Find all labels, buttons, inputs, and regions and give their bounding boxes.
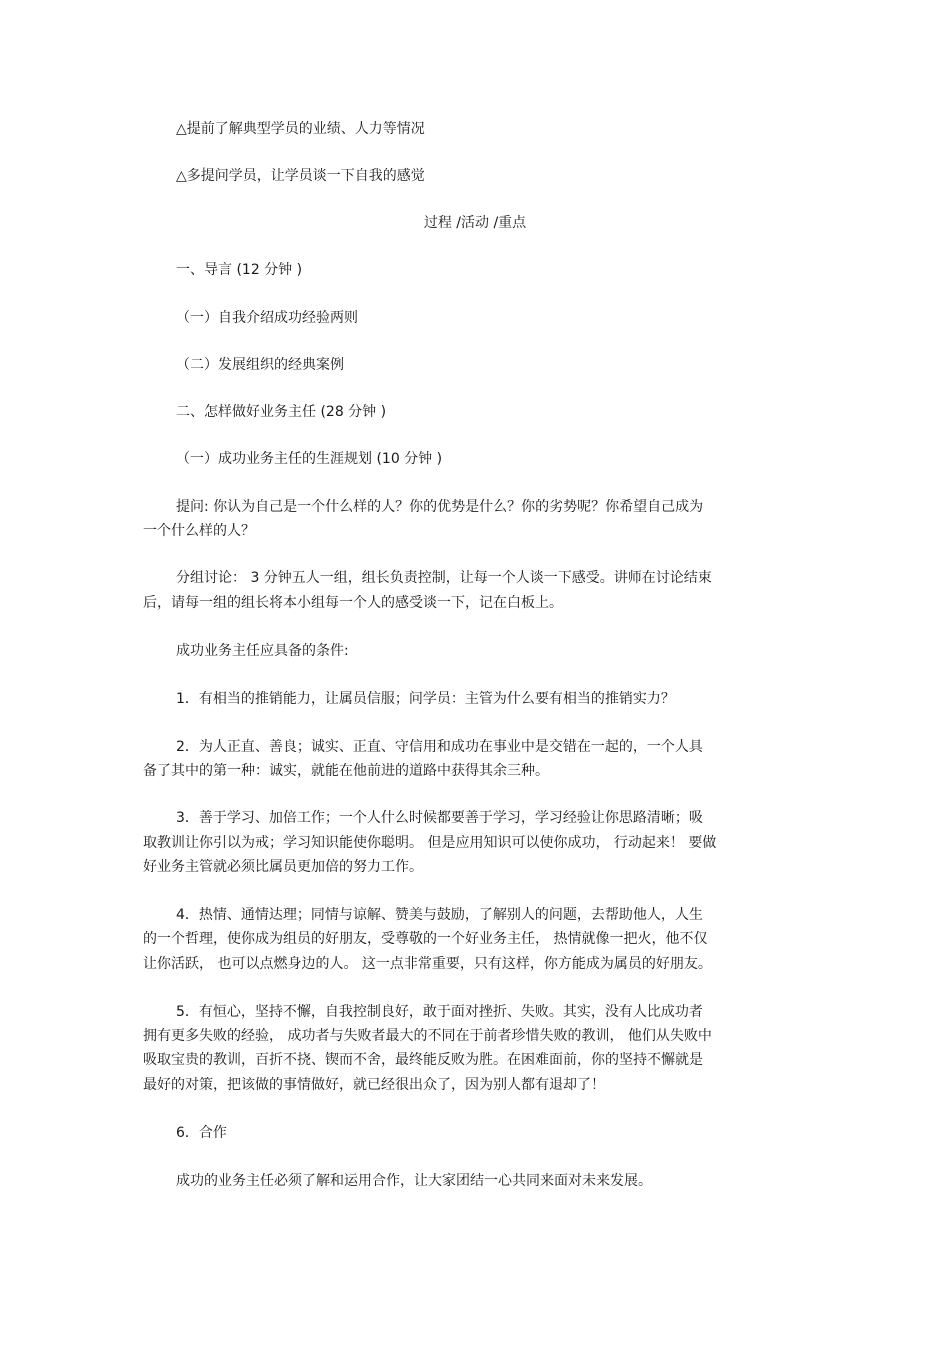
- subsection-item: （一）自我介绍成功经验两则: [176, 310, 358, 326]
- list-item: 6．合作: [176, 1125, 227, 1141]
- list-item-continuation: 吸取宝贵的教训，百折不挠、锲而不舍，最终能反败为胜。在困难面前，你的坚持不懈就是: [143, 1052, 703, 1068]
- note-line: △多提问学员，让学员谈一下自我的感觉: [176, 168, 425, 184]
- paragraph-line: 分组讨论： 3 分钟五人一组，组长负责控制，让每一个人谈一下感受。讲师在讨论结束: [176, 570, 712, 586]
- list-item-continuation: 好业务主管就必须比属员更加倍的努力工作。: [143, 859, 423, 875]
- paragraph-line: 后，请每一组的组长将本小组每一个人的感受谈一下，记在白板上。: [143, 595, 563, 611]
- list-item-continuation: 取教训让你引以为戒；学习知识能使你聪明。 但是应用知识可以使你成功， 行动起来！ 要做: [143, 835, 717, 851]
- subsection-item: （二）发展组织的经典案例: [176, 357, 344, 373]
- paragraph-line: 一个什么样的人？: [143, 523, 255, 539]
- paragraph-line: 提问: 你认为自己是一个什么样的人？你的优势是什么？你的劣势呢？你希望自己成为: [176, 499, 704, 515]
- list-item-continuation: 备了其中的第一种：诚实，就能在他前进的道路中获得其余三种。: [143, 763, 549, 779]
- closing-paragraph: 成功的业务主任必须了解和运用合作，让大家团结一心共同来面对未来发展。: [176, 1173, 652, 1189]
- list-item-continuation: 拥有更多失败的经验， 成功者与失败者最大的不同在于前者珍惜失败的教训， 他们从失败中: [143, 1028, 712, 1044]
- subsection-item: （一）成功业务主任的生涯规划 (10 分钟 ): [176, 451, 443, 467]
- list-item-continuation: 让你活跃， 也可以点燃身边的人。 这一点非常重要，只有这样，你方能成为属员的好朋友。: [143, 956, 712, 972]
- list-item-continuation: 最好的对策，把该做的事情做好，就已经很出众了，因为别人都有退却了！: [143, 1077, 605, 1093]
- list-item: 3．善于学习、加倍工作；一个人什么时候都要善于学习，学习经验让你思路清晰；吸: [176, 810, 703, 826]
- list-item: 2．为人正直、善良；诚实、正直、守信用和成功在事业中是交错在一起的，一个人具: [176, 739, 703, 755]
- list-item: 5．有恒心，坚持不懈，自我控制良好，敢于面对挫折、失败。其实，没有人比成功者: [176, 1004, 703, 1020]
- conditions-title: 成功业务主任应具备的条件:: [176, 643, 349, 659]
- list-item-continuation: 的一个哲理，使你成为组员的好朋友，受尊敬的一个好业务主任， 热情就像一把火，他不仅: [143, 931, 708, 947]
- section-title: 一、导言 (12 分钟 ): [176, 262, 303, 278]
- list-item: 1．有相当的推销能力，让属员信服；问学员：主管为什么要有相当的推销实力？: [176, 691, 675, 707]
- section-title: 二、怎样做好业务主任 (28 分钟 ): [176, 404, 387, 420]
- center-heading: 过程 /活动 /重点: [423, 215, 527, 231]
- note-line: △提前了解典型学员的业绩、人力等情况: [176, 121, 425, 137]
- list-item: 4．热情、通情达理；同情与谅解、赞美与鼓励，了解别人的问题，去帮助他人，人生: [176, 907, 703, 923]
